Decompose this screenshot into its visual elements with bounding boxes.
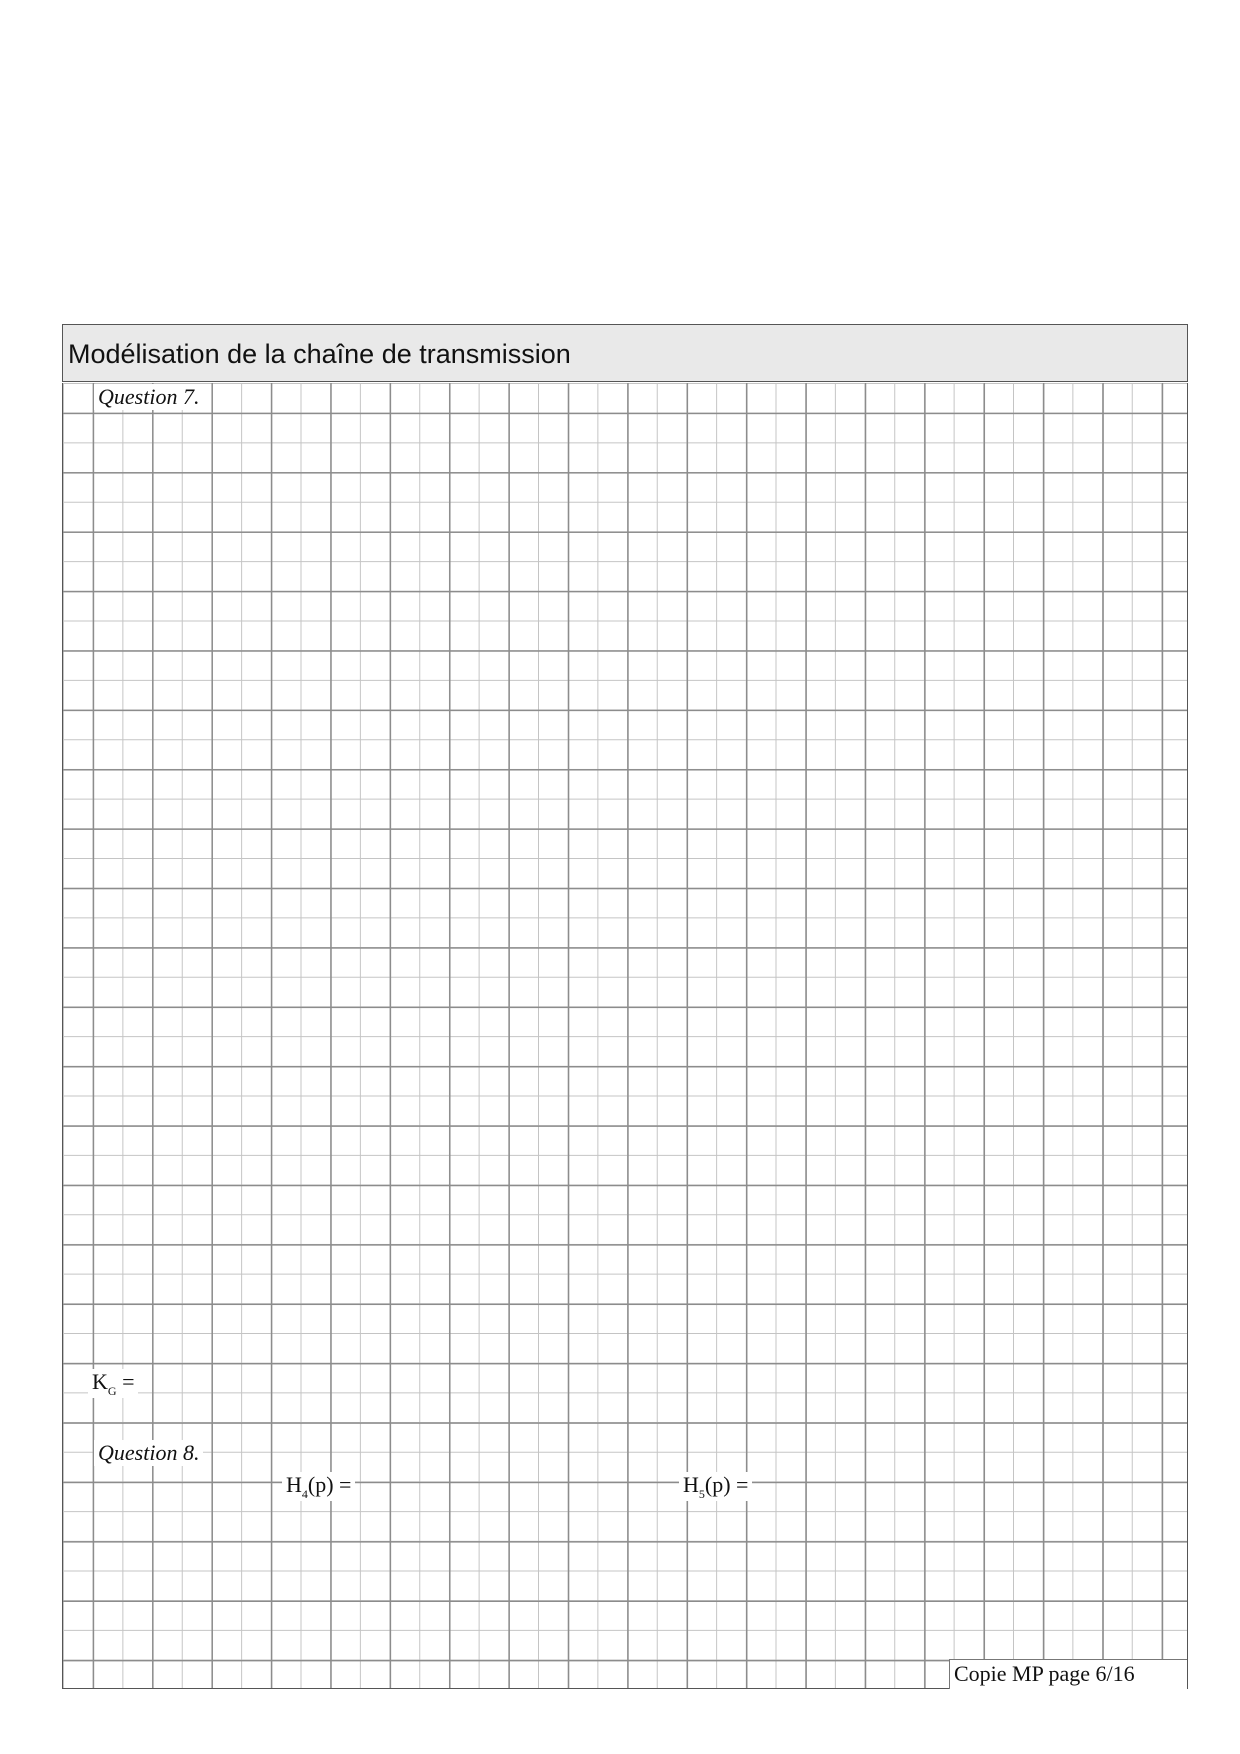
question-7-label: Question 7.: [94, 384, 203, 410]
h5-equation-label: [679, 1472, 752, 1501]
h5-symbol: H: [683, 1472, 699, 1497]
kg-equation-label: [88, 1369, 138, 1398]
h5-subscript: 5: [698, 1487, 705, 1501]
h5-rest: (p) =: [704, 1472, 749, 1497]
answer-grid[interactable]: [62, 383, 1188, 1689]
page-footer: Copie MP page 6/16: [949, 1659, 1187, 1689]
h4-symbol: H: [286, 1472, 302, 1497]
kg-equals: =: [116, 1369, 135, 1394]
section-title: Modélisation de la chaîne de transmission: [62, 324, 1188, 382]
h4-rest: (p) =: [307, 1472, 352, 1497]
kg-symbol: K: [92, 1369, 108, 1394]
h4-equation-label: [282, 1472, 355, 1501]
h4-subscript: 4: [301, 1487, 308, 1501]
kg-subscript: G: [107, 1384, 117, 1398]
question-8-label: Question 8.: [94, 1440, 203, 1466]
